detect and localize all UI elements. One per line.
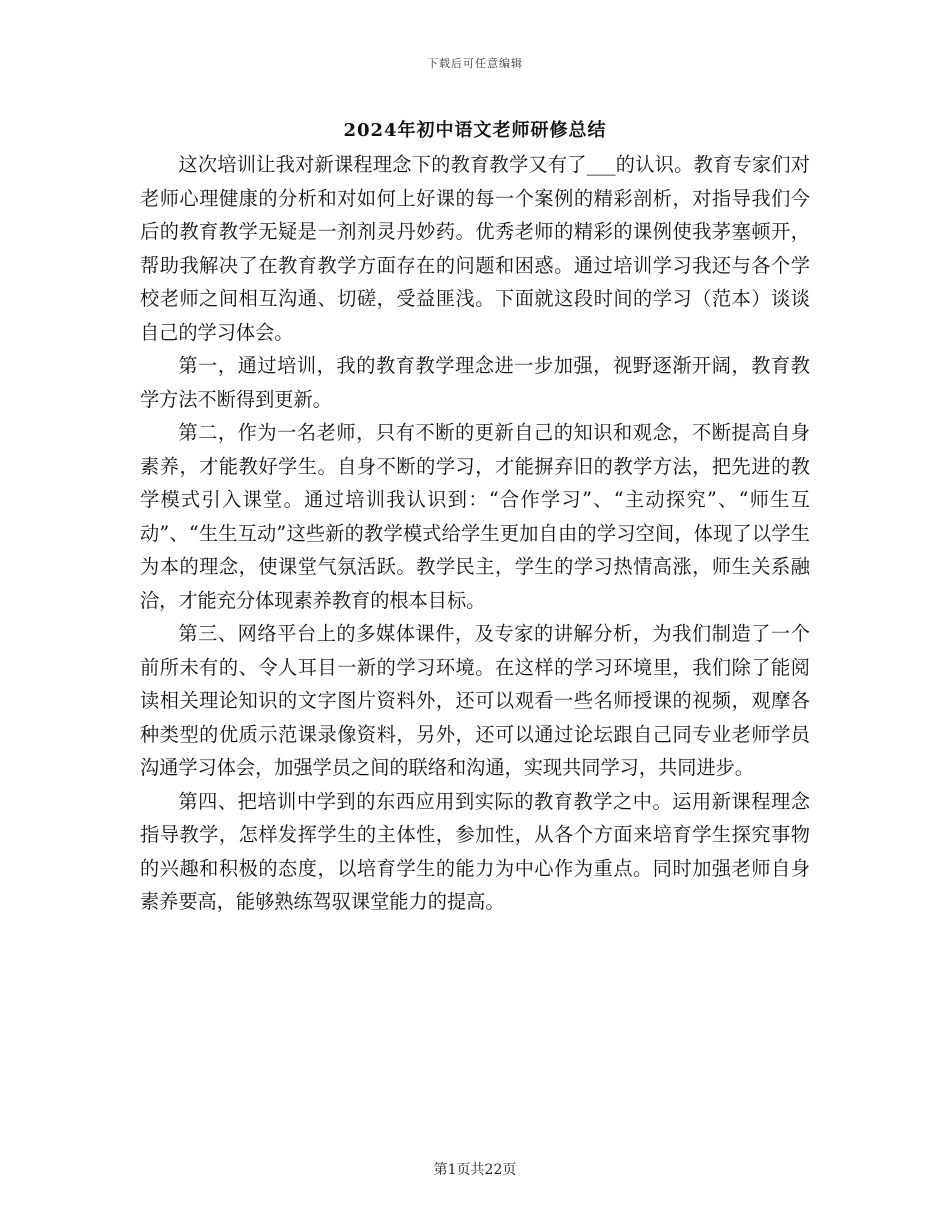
document-body [140,148,810,919]
paragraph-second: 第二，作为一名老师，只有不断的更新自己的知识和观念，不断提高自身素养，才能教好学生。自身不断的学习，才能摒弃旧的教学方法，把先进的教学模式引入课堂。通过培训我认识到：“合作学习”、“主动探究”、“师生互动”、“生生互动”这些新的教学模式给学生更加自由的学习空间，体现了以学生为本的理念，使课堂气氛活跃。教学民主，学生的学习热情高涨，师生关系融洽，才能充分体现素养教育的根本目标。 [140,421,810,612]
document-title: 2024年初中语文老师研修总结 [343,120,607,141]
paragraph-fourth: 第四、把培训中学到的东西应用到实际的教育教学之中。运用新课程理念指导教学，怎样发挥学生的主体性，参加性，从各个方面来培育学生探究事物的兴趣和积极的态度，以培育学生的能力为中心作为重点。同时加强老师自身素养要高，能够熟练驾驭课堂能力的提高。 [140,789,810,913]
page-number-footer: 第1页共22页 [433,1162,517,1178]
header-note: 下载后可任意编辑 [427,57,523,70]
paragraph-third: 第三、网络平台上的多媒体课件，及专家的讲解分析，为我们制造了一个前所未有的、令人耳目一新的学习环境。在这样的学习环境里，我们除了能阅读相关理论知识的文字图片资料外，还可以观看一些名师授课的视频，观摩各种类型的优质示范课录像资料，另外，还可以通过论坛跟自己同专业老师学员沟通学习体会，加强学员之间的联络和沟通，实现共同学习，共同进步。 [140,622,810,779]
paragraph-first: 第一，通过培训，我的教育教学理念进一步加强，视野逐渐开阔，教育教学方法不断得到更新。 [140,354,810,411]
paragraph-intro: 这次培训让我对新课程理念下的教育教学又有了___的认识。教育专家们对老师心理健康的分析和对如何上好课的每一个案例的精彩剖析，对指导我们今后的教育教学无疑是一剂剂灵丹妙药。优秀老师的精彩的课例使我茅塞顿开，帮助我解决了在教育教学方面存在的问题和困惑。通过培训学习我还与各个学校老师之间相互沟通、切磋，受益匪浅。下面就这段时间的学习（范本）谈谈自己的学习体会。 [140,153,810,344]
